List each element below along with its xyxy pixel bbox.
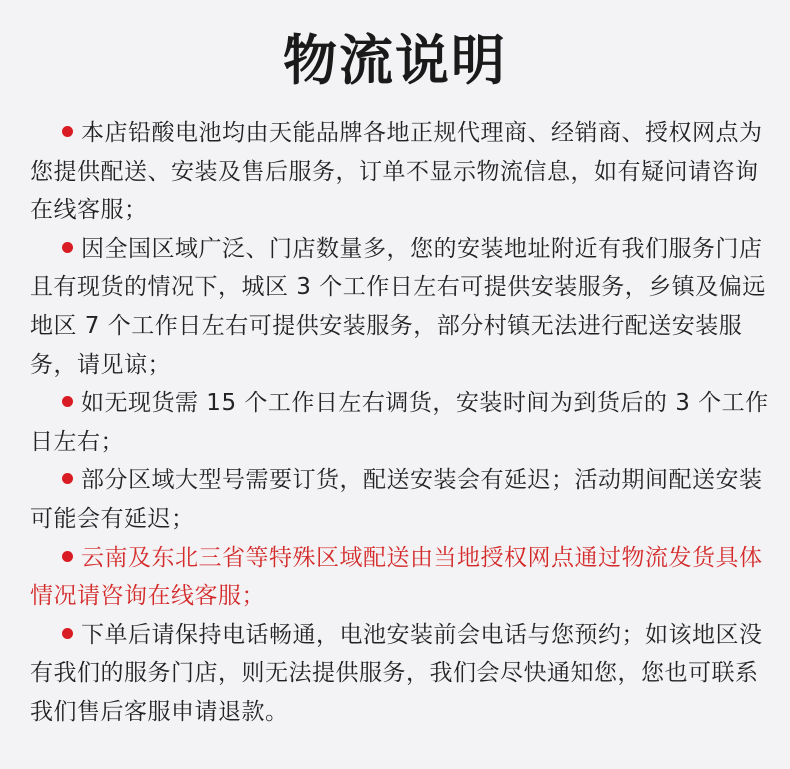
red-dot-bullet-icon [62, 396, 73, 407]
logistics-item-4 [30, 461, 770, 538]
red-dot-bullet-icon [62, 628, 73, 639]
red-dot-bullet-icon [62, 551, 73, 562]
logistics-item-text: 下单后请保持电话畅通，电池安装前会电话与您预约；如该地区没有我们的服务门店，则无法提供服务，我们会尽快通知您，您也可联系我们售后客服申请退款。 [30, 621, 763, 725]
logistics-item-list [30, 114, 770, 732]
logistics-item-1 [30, 114, 770, 230]
logistics-item-5-highlighted [30, 539, 770, 616]
red-dot-bullet-icon [62, 473, 73, 484]
red-dot-bullet-icon [62, 126, 73, 137]
logistics-item-text: 如无现货需 15 个工作日左右调货，安装时间为到货后的 3 个工作日左右； [30, 390, 769, 455]
logistics-item-text: 因全国区域广泛、门店数量多，您的安装地址附近有我们服务门店且有现货的情况下，城区 3 个工作日左右可提供安装服务，乡镇及偏远地区 7 个工作日左右可提供安装服务，部分村镇无法进行配送安装服务，请见谅； [30, 235, 766, 378]
red-dot-bullet-icon [62, 242, 73, 253]
logistics-item-2 [30, 230, 770, 384]
logistics-item-3 [30, 384, 770, 461]
logistics-item-text: 部分区域大型号需要订货，配送安装会有延迟；活动期间配送安装可能会有延迟； [30, 467, 763, 532]
page-title: 物流说明 [283, 29, 507, 92]
logistics-item-text: 本店铅酸电池均由天能品牌各地正规代理商、经销商、授权网点为您提供配送、安装及售后服务，订单不显示物流信息，如有疑问请咨询在线客服； [30, 120, 763, 224]
logistics-item-6 [30, 616, 770, 732]
logistics-item-text: 云南及东北三省等特殊区域配送由当地授权网点通过物流发货具体情况请咨询在线客服； [30, 544, 763, 610]
